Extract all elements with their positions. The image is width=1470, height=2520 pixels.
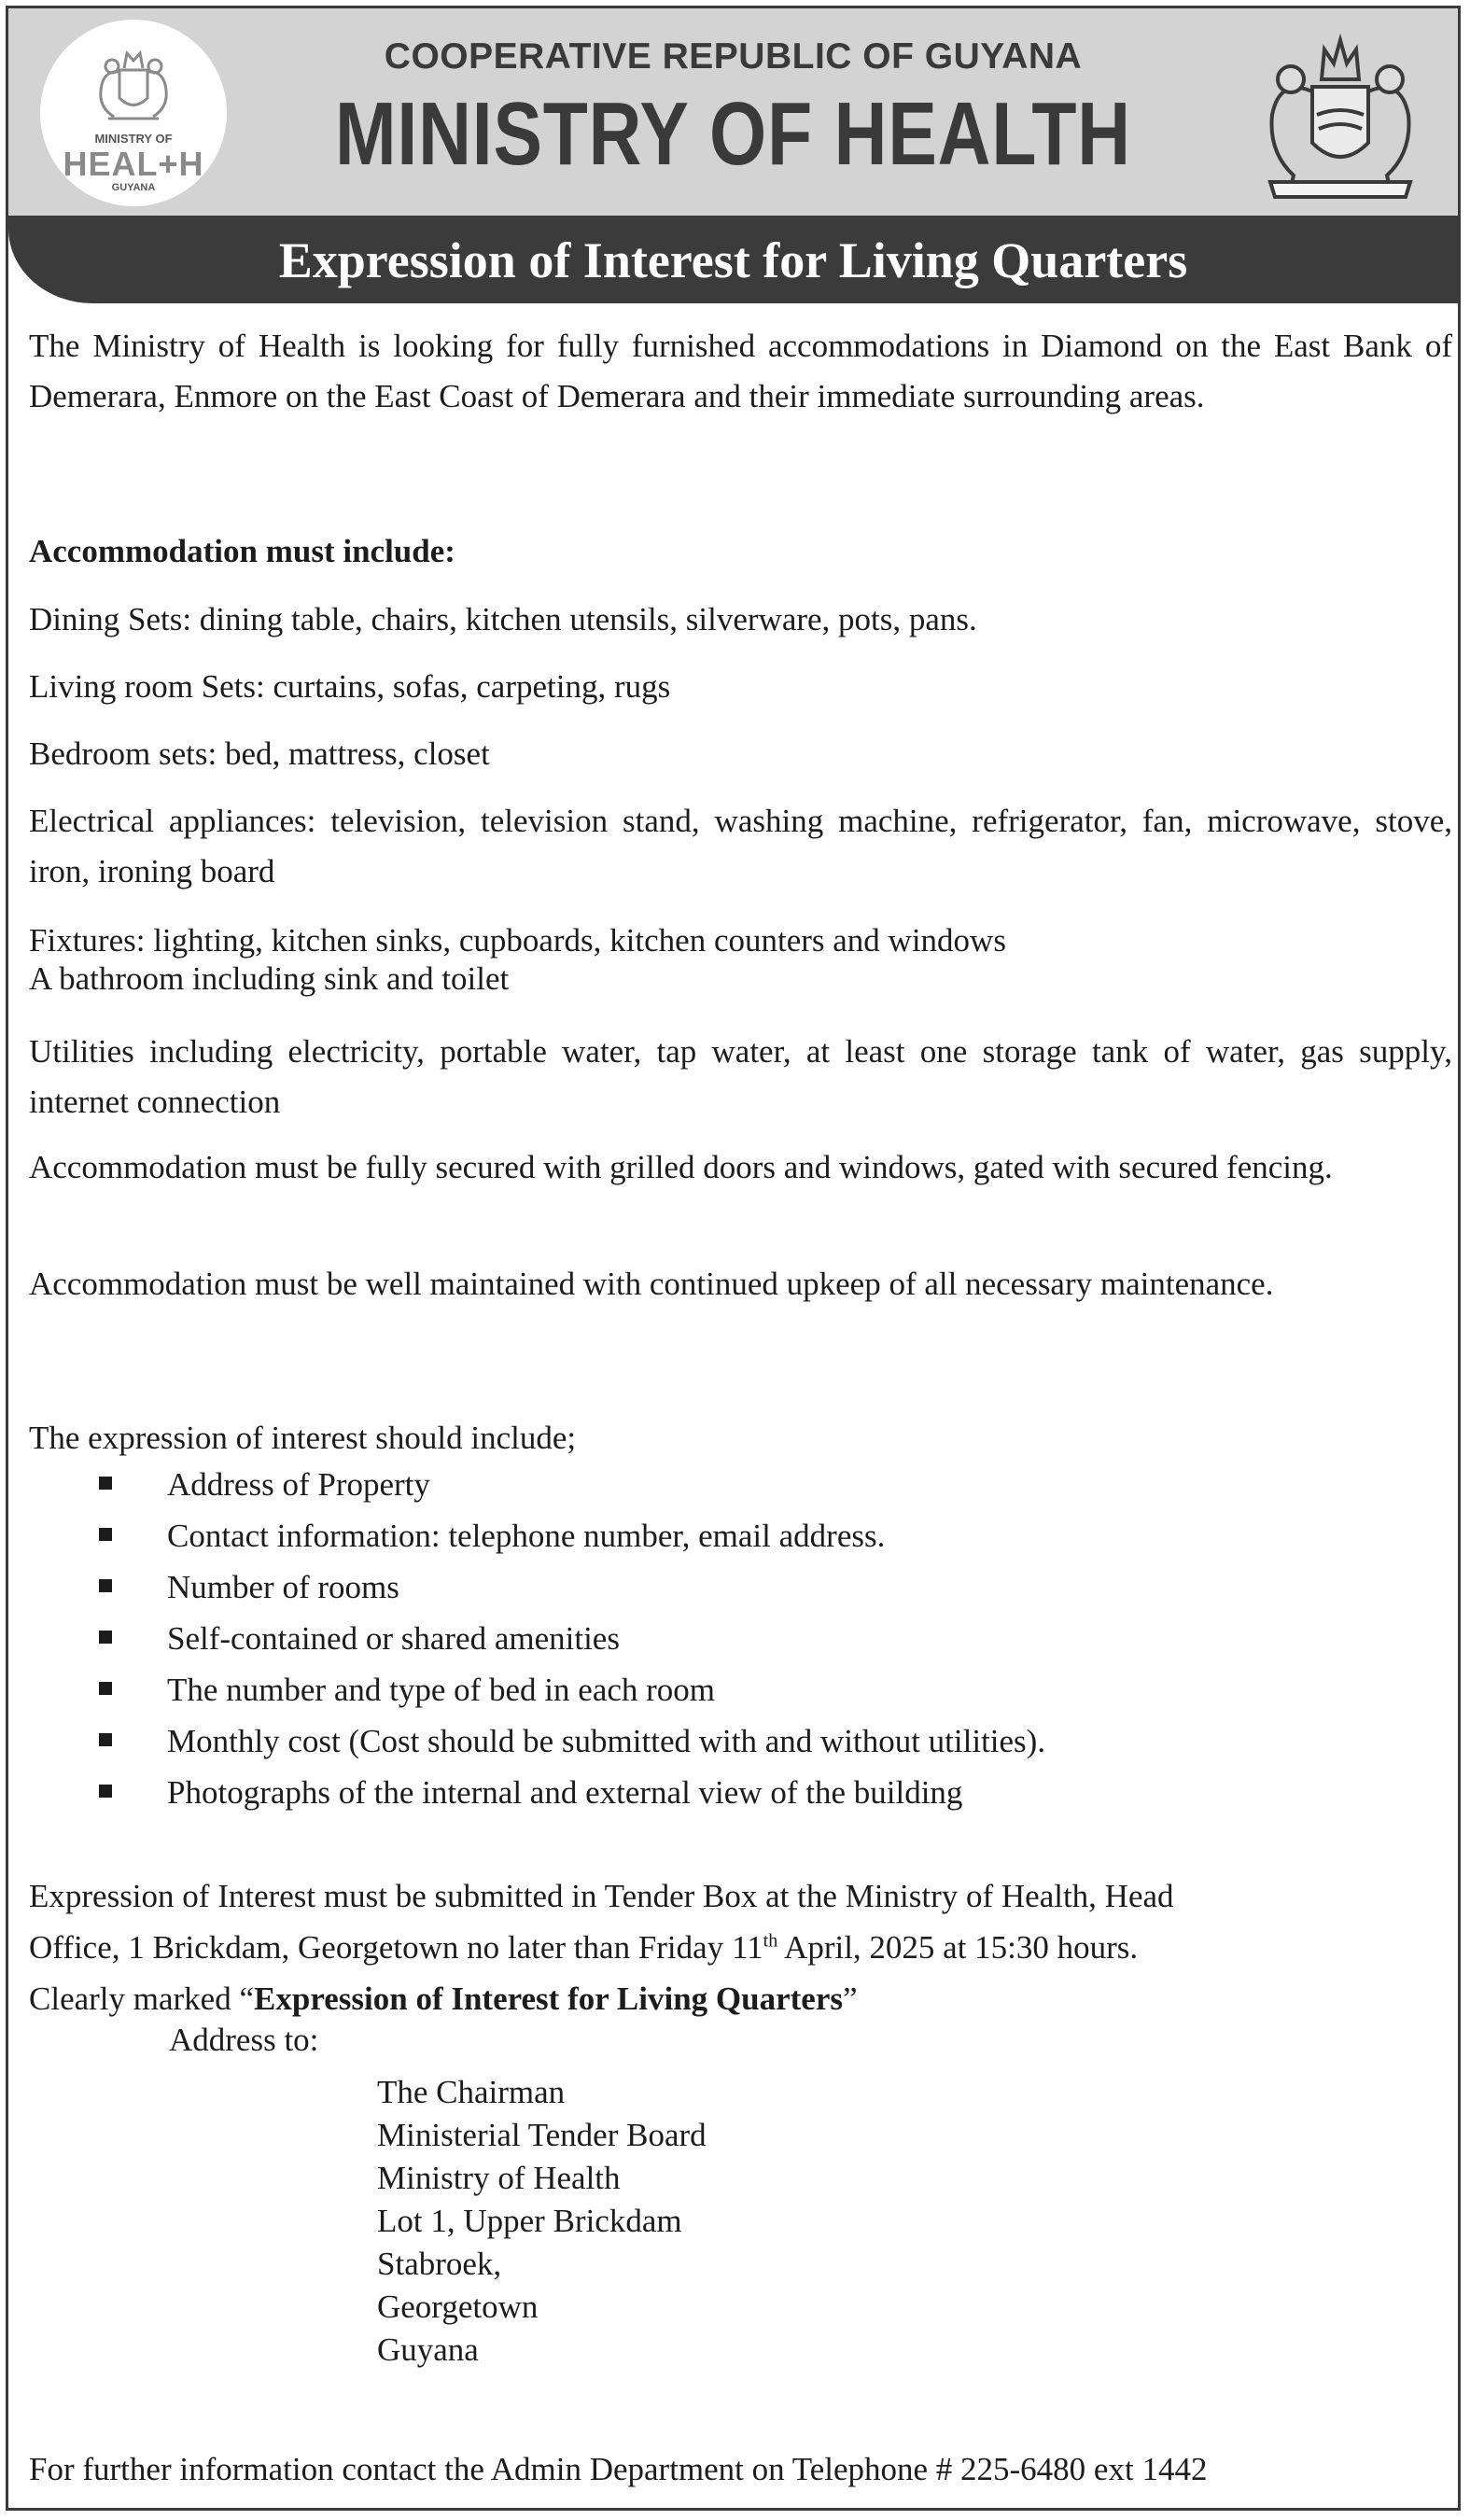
address-line: Guyana <box>377 2331 479 2368</box>
eoi-item: Address of Property <box>167 1466 430 1503</box>
logo-caption-bottom: GUYANA <box>111 182 156 193</box>
bullet-icon <box>99 1579 112 1592</box>
address-line: Georgetown <box>377 2289 539 2325</box>
clearly-marked-suffix: ” <box>842 1981 858 2017</box>
eoi-item: Number of rooms <box>167 1569 399 1605</box>
requirement-electrical: Electrical appliances: television, television stand, washing machine, refrigerator, fan, microwave, stove, iron, ironing board <box>29 803 1452 889</box>
requirement-dining: Dining Sets: dining table, chairs, kitchen utensils, silverware, pots, pans. <box>29 601 977 637</box>
requirement-utilities: Utilities including electricity, portable water, tap water, at least one storage tank of water, gas supply, internet connection <box>29 1033 1452 1120</box>
logo-wordmark: HEAL+H <box>63 145 204 183</box>
address-line: Stabroek, <box>377 2246 502 2282</box>
address-line: Ministry of Health <box>377 2160 621 2196</box>
submission-line-1: Expression of Interest must be submitted in Tender Box at the Ministry of Health, Head <box>29 1878 1174 1914</box>
address-line: The Chairman <box>377 2074 566 2110</box>
eoi-item: Photographs of the internal and external view of the building <box>167 1774 963 1811</box>
bullet-icon <box>99 1682 112 1695</box>
country-heading: COOPERATIVE REPUBLIC OF GUYANA <box>384 36 1083 77</box>
address-line: Ministerial Tender Board <box>377 2117 707 2153</box>
guyana-coat-of-arms-icon <box>1252 21 1429 208</box>
submission-deadline-start: Office, 1 Brickdam, Georgetown no later than Friday 11 <box>29 1929 763 1966</box>
advertisement <box>6 6 1461 2511</box>
page-title: Expression of Interest for Living Quarters <box>278 232 1188 288</box>
submission-line-2 <box>29 1925 1452 1971</box>
eoi-item: The number and type of bed in each room <box>167 1672 716 1708</box>
footer-contact: For further information contact the Admin Department on Telephone # 225-6480 ext 1442 <box>29 2451 1208 2487</box>
submission-deadline-end: April, 2025 at 15:30 hours. <box>777 1929 1139 1966</box>
logo-caption-top: MINISTRY OF <box>94 132 173 146</box>
eoi-item: Monthly cost (Cost should be submitted with and without utilities). <box>167 1723 1046 1759</box>
eoi-heading: The expression of interest should include; <box>29 1420 577 1456</box>
requirement-maintenance: Accommodation must be well maintained with continued upkeep of all necessary maintenance. <box>29 1266 1274 1302</box>
requirements-heading: Accommodation must include: <box>29 533 455 569</box>
bullet-icon <box>99 1631 112 1644</box>
requirement-security: Accommodation must be fully secured with grilled doors and windows, gated with secured fencing. <box>29 1149 1333 1185</box>
bullet-icon <box>99 1528 112 1541</box>
requirement-fixtures: Fixtures: lighting, kitchen sinks, cupboards, kitchen counters and windows <box>29 922 1006 959</box>
requirement-bathroom: A bathroom including sink and toilet <box>29 960 510 997</box>
requirement-living-room: Living room Sets: curtains, sofas, carpeting, rugs <box>29 668 671 705</box>
bullet-icon <box>99 1785 112 1798</box>
requirement-bedroom: Bedroom sets: bed, mattress, closet <box>29 735 490 772</box>
title-bar <box>8 216 1458 303</box>
bullet-icon <box>99 1733 112 1746</box>
date-ordinal-suffix: th <box>763 1930 778 1952</box>
eoi-item: Contact information: telephone number, email address. <box>167 1518 886 1554</box>
bullet-icon <box>99 1477 112 1490</box>
address-to-label: Address to: <box>169 2022 319 2058</box>
clearly-marked-line <box>29 1976 1452 2023</box>
intro-paragraph: The Ministry of Health is looking for fully furnished accommodations in Diamond on the East Bank of Demerara, Enmore on the East Coast of Demerara and their immediate surrounding areas. <box>29 328 1452 414</box>
header-banner <box>8 8 1458 216</box>
clearly-marked-prefix: Clearly marked “ <box>29 1981 255 2017</box>
eoi-item: Self-contained or shared amenities <box>167 1620 620 1657</box>
clearly-marked-title: Expression of Interest for Living Quarters <box>254 1981 843 2017</box>
ministry-heading: MINISTRY OF HEALTH <box>335 84 1131 184</box>
address-line: Lot 1, Upper Brickdam <box>377 2203 682 2239</box>
